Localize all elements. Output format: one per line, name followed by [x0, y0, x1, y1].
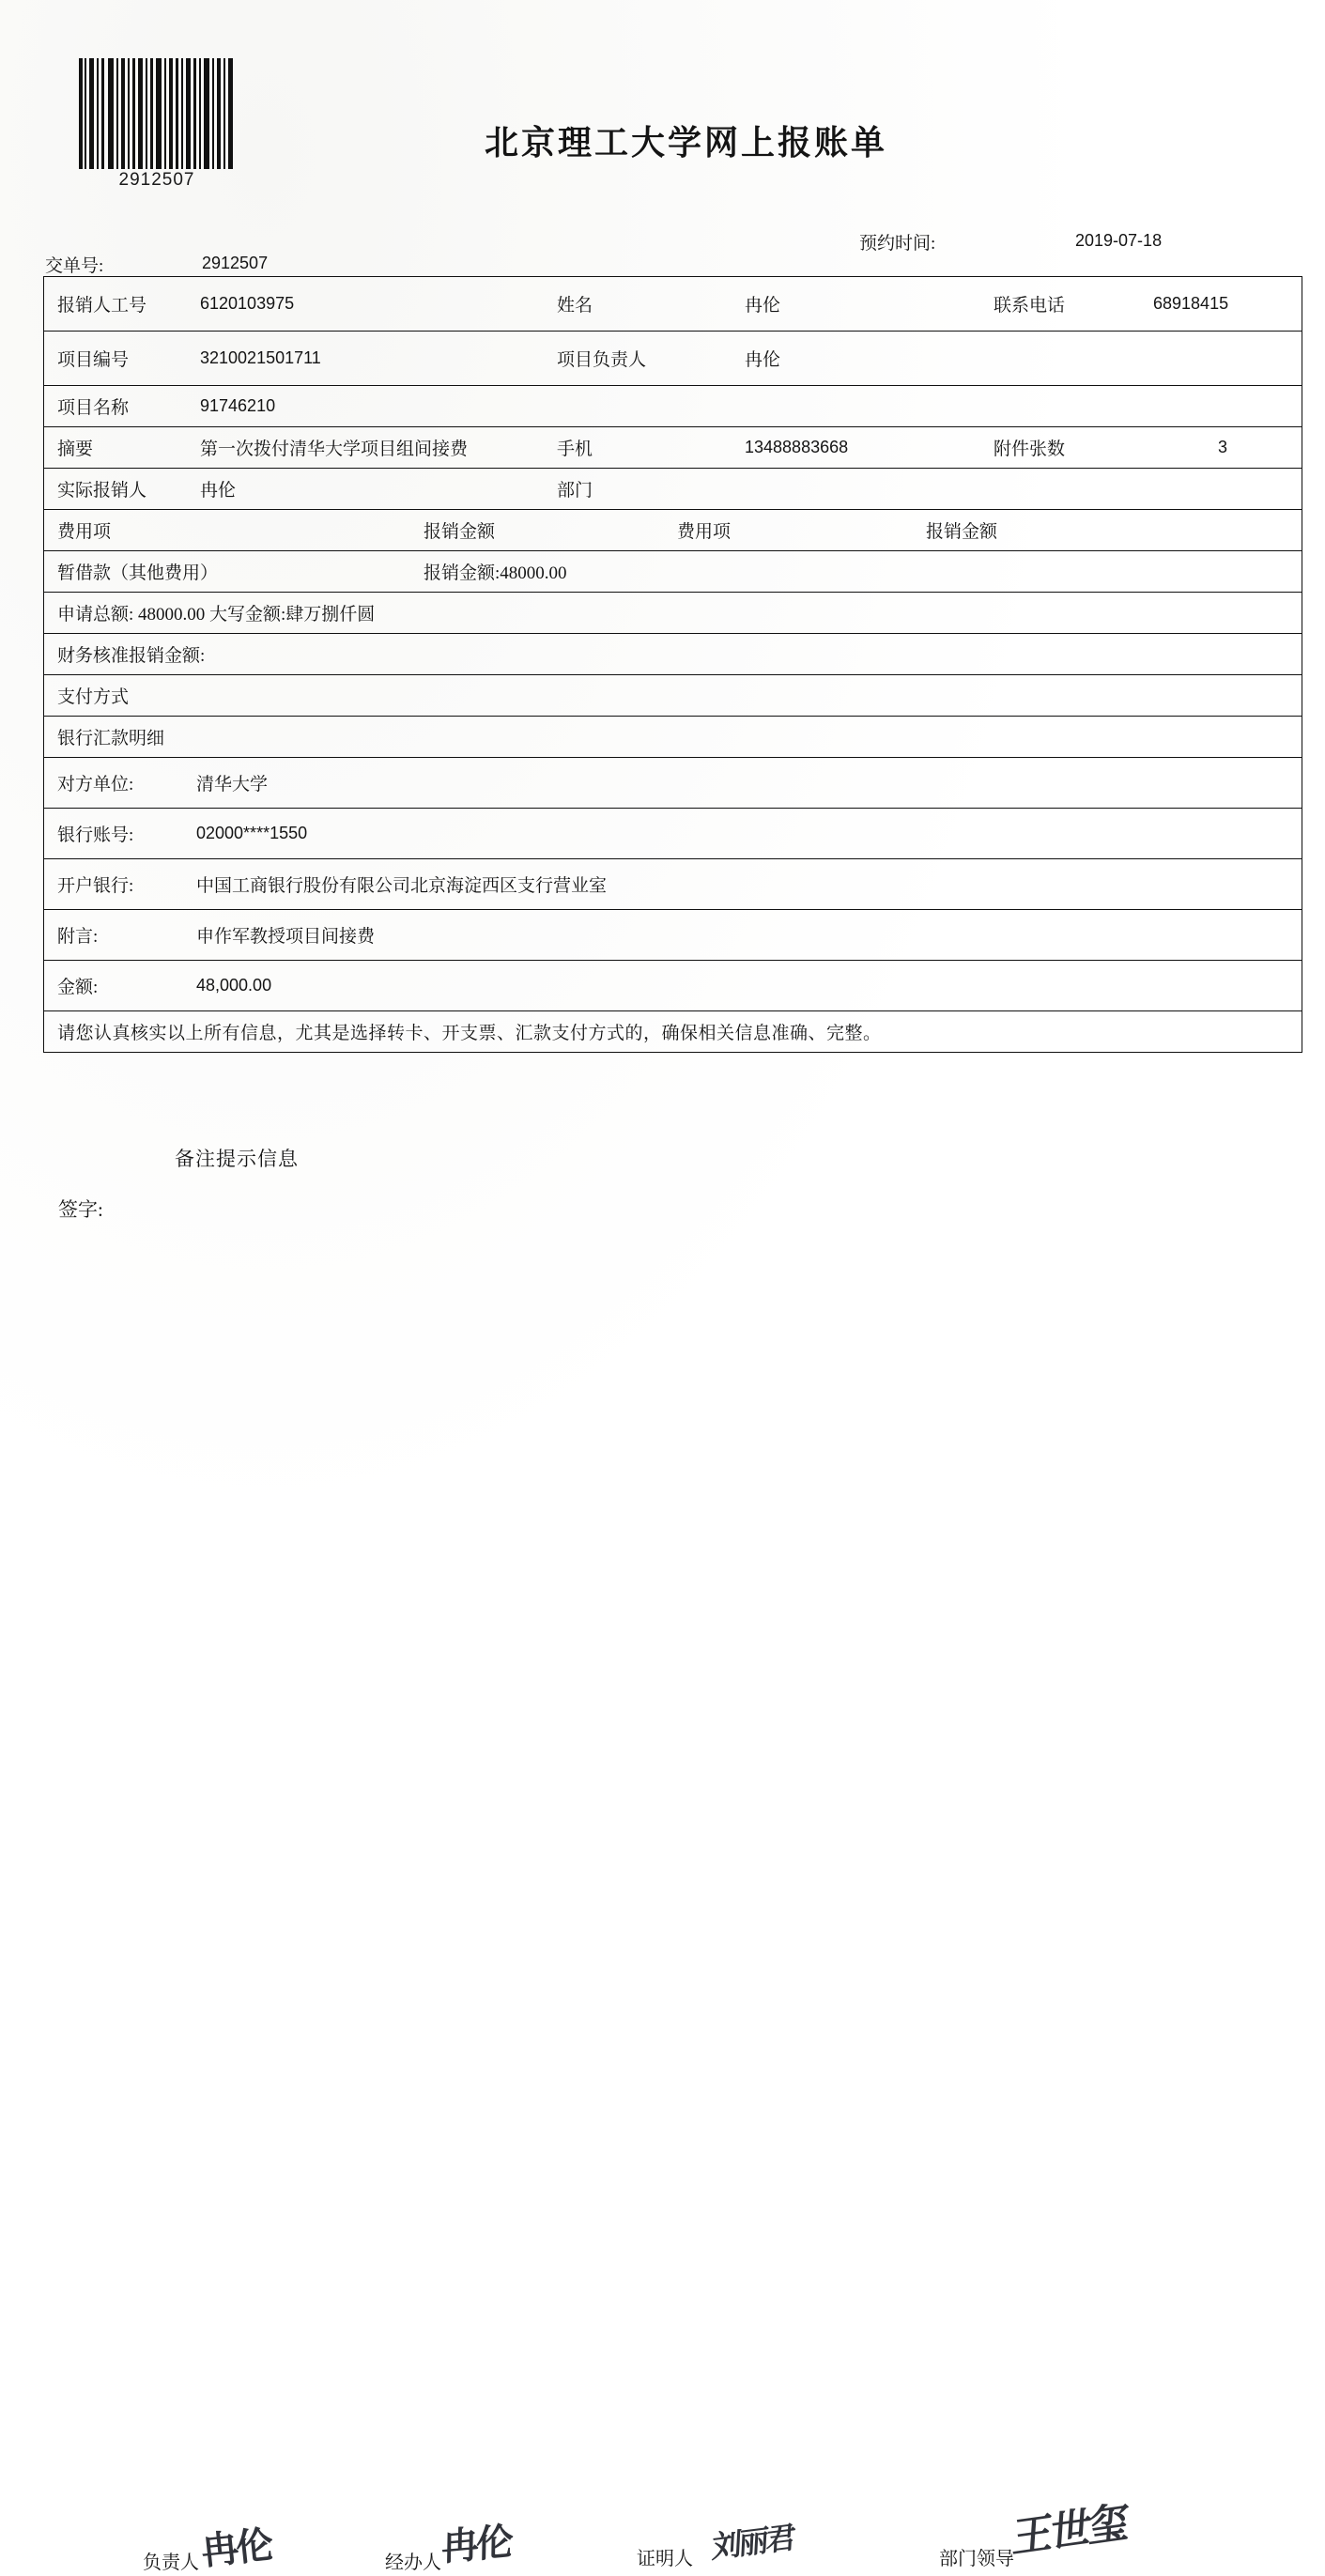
approved-amount-label: 财务核准报销金额: [57, 646, 206, 666]
total-amount-line: 申请总额: 48000.00 大写金额:肆万捌仟圆 [57, 605, 376, 625]
project-no-value: 3210021501711 [200, 348, 321, 367]
mobile-label: 手机 [557, 440, 593, 459]
table-row-fee-entry [44, 551, 1302, 593]
sig-handler-label: 经办人 [385, 2553, 441, 2573]
fee-item-value-right [664, 551, 913, 592]
mobile-value: 13488883668 [745, 438, 849, 456]
page-title: 北京理工大学网上报账单 [484, 123, 887, 162]
signature-section-label: 签字: [58, 1198, 103, 1221]
table-row-actual-person [44, 469, 1302, 510]
table-row-total [44, 593, 1302, 634]
barcode-number: 2912507 [118, 170, 195, 190]
spacer-value-3 [1140, 386, 1302, 426]
project-leader-label: 项目负责人 [557, 350, 647, 370]
table-row-project-no [44, 332, 1302, 386]
order-number-value: 2912507 [202, 254, 269, 272]
spacer-value-2 [732, 386, 980, 426]
signature-row [0, 1258, 1325, 2574]
fee-item-value: 暂借款（其他费用） [57, 563, 219, 583]
table-row-payee [44, 758, 1302, 809]
department-label: 部门 [557, 481, 593, 501]
sig-handler-handwriting: 冉伦 [440, 2519, 512, 2570]
table-row-approved [44, 634, 1302, 675]
table-row-memo [44, 910, 1302, 961]
spacer-label-2 [544, 386, 732, 426]
fee-amount-value: 报销金额:48000.00 [424, 563, 567, 583]
actual-person-label: 实际报销人 [57, 481, 147, 501]
sig-department-head-handwriting: 王世玺 [1010, 2498, 1129, 2564]
bank-account-value: 02000****1550 [196, 824, 308, 842]
bank-remit-label: 银行汇款明细 [57, 729, 165, 748]
table-row-bank-remit-header [44, 717, 1302, 758]
bank-account-label: 银行账号: [57, 825, 134, 845]
payee-value: 清华大学 [196, 775, 269, 794]
table-row-fee-header [44, 510, 1302, 551]
payee-label: 对方单位: [57, 775, 134, 794]
fee-amount-header-right: 报销金额 [926, 522, 998, 542]
spacer-value-1 [1140, 332, 1302, 385]
sig-leader-handwriting: 冉伦 [199, 2522, 273, 2574]
fee-item-header-right: 费用项 [677, 522, 732, 542]
spacer-label-3 [980, 386, 1140, 426]
table-row-project-name [44, 386, 1302, 427]
project-name-label: 项目名称 [57, 398, 130, 418]
appointment-time-label: 预约时间: [859, 234, 936, 254]
sig-department-head-label: 部门领导 [939, 2549, 1014, 2569]
amount-value: 48,000.00 [196, 976, 272, 995]
table-row-summary [44, 427, 1302, 469]
order-number-label: 交单号: [45, 256, 104, 276]
attachments-label: 附件张数 [994, 440, 1066, 459]
remark-hint-label: 备注提示信息 [175, 1148, 299, 1170]
project-name-value: 91746210 [200, 396, 276, 415]
appointment-time-value: 2019-07-18 [1075, 231, 1163, 250]
memo-label: 附言: [57, 927, 99, 947]
name-label: 姓名 [557, 296, 593, 316]
notice-text: 请您认真核实以上所有信息，尤其是选择转卡、开支票、汇款支付方式的，确保相关信息准确、完整。 [57, 1024, 882, 1043]
table-row-payment-method [44, 675, 1302, 717]
table-row-notice [44, 1011, 1302, 1053]
project-leader-value: 冉伦 [745, 350, 781, 370]
memo-value: 申作军教授项目间接费 [196, 927, 376, 947]
fee-item-header-left: 费用项 [57, 522, 112, 542]
form-table [43, 276, 1302, 1053]
actual-person-value: 冉伦 [200, 481, 237, 501]
phone-label: 联系电话 [994, 296, 1066, 316]
spacer-label-4 [980, 469, 1140, 509]
amount-label: 金额: [57, 978, 99, 997]
table-row-amount [44, 961, 1302, 1011]
sig-witness-label: 证明人 [637, 2549, 693, 2569]
summary-label: 摘要 [57, 440, 94, 459]
table-row-bank [44, 859, 1302, 910]
payment-method-label: 支付方式 [57, 687, 130, 707]
fee-amount-value-right [913, 551, 1302, 592]
employee-id-value: 6120103975 [200, 294, 295, 313]
department-value [732, 469, 980, 509]
table-row-employee [44, 277, 1302, 332]
employee-id-label: 报销人工号 [57, 296, 147, 316]
sig-witness-handwriting: 刘丽君 [711, 2519, 794, 2566]
bank-name-value: 中国工商银行股份有限公司北京海淀西区支行营业室 [196, 876, 608, 896]
phone-value: 68918415 [1153, 294, 1229, 313]
table-row-account [44, 809, 1302, 859]
name-value: 冉伦 [745, 296, 781, 316]
bank-name-label: 开户银行: [57, 876, 134, 896]
summary-value: 第一次拨付清华大学项目组间接费 [200, 440, 469, 459]
attachments-value: 3 [1217, 438, 1227, 456]
sig-leader-label: 负责人 [143, 2553, 199, 2573]
spacer-value-4 [1140, 469, 1302, 509]
spacer-label-1 [980, 332, 1140, 385]
fee-amount-header-left: 报销金额 [424, 522, 496, 542]
project-no-label: 项目编号 [57, 350, 130, 370]
